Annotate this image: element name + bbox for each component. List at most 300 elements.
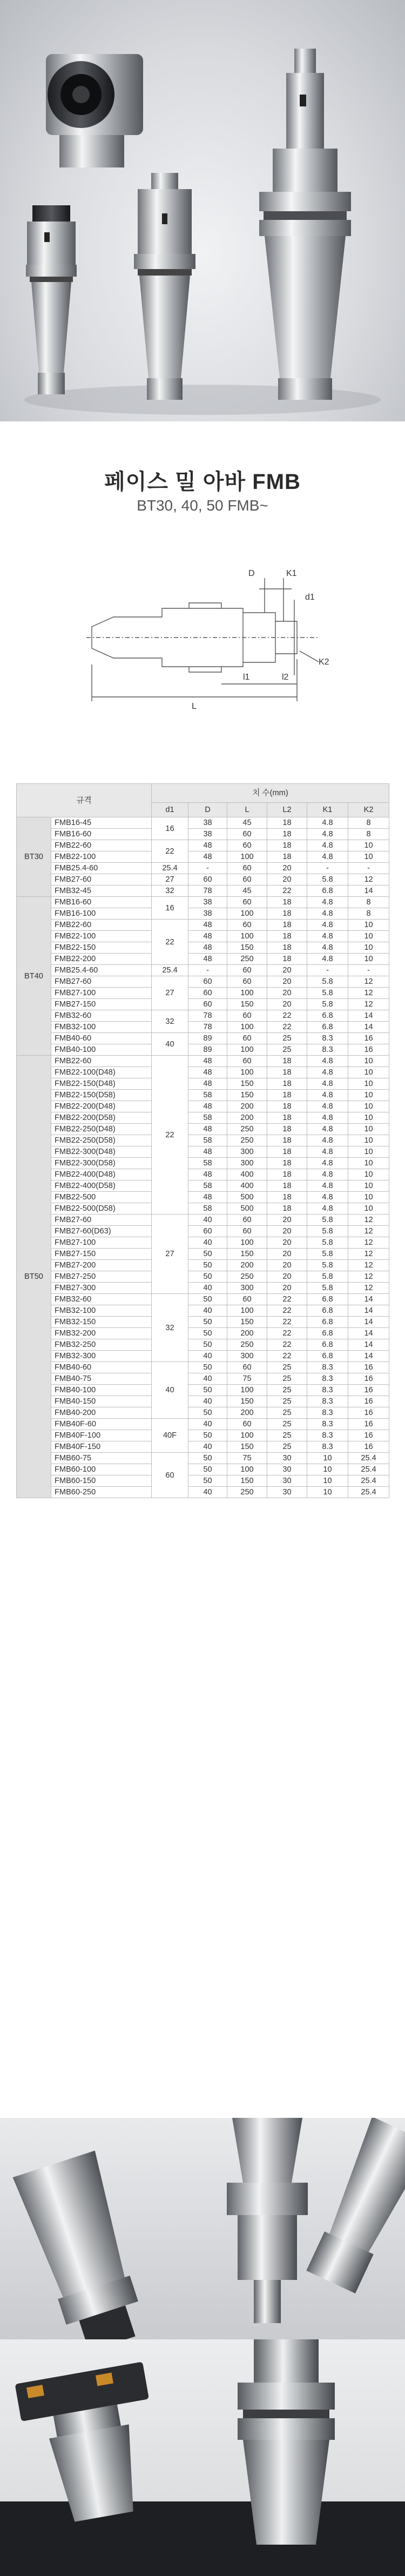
- K2-cell: 12: [348, 1226, 389, 1237]
- K2-cell: 14: [348, 1328, 389, 1339]
- L-cell: 100: [227, 1385, 267, 1396]
- K1-cell: 5.8: [307, 976, 348, 988]
- model-cell: FMB27-150: [51, 1249, 152, 1260]
- d1-cell: 27: [152, 976, 188, 1010]
- L2-cell: 20: [267, 1271, 307, 1283]
- L2-cell: 22: [267, 1294, 307, 1305]
- K1-cell: 8.3: [307, 1419, 348, 1430]
- L-cell: 60: [227, 965, 267, 976]
- model-cell: FMB22-200(D48): [51, 1101, 152, 1112]
- model-cell: FMB22-60: [51, 1056, 152, 1067]
- model-cell: FMB16-60: [51, 897, 152, 908]
- K2-cell: 10: [348, 1146, 389, 1158]
- K1-cell: 6.8: [307, 1022, 348, 1033]
- K2-cell: -: [348, 965, 389, 976]
- model-cell: FMB32-45: [51, 886, 152, 897]
- K2-cell: 12: [348, 1215, 389, 1226]
- L-cell: 60: [227, 829, 267, 840]
- K2-cell: 12: [348, 999, 389, 1010]
- L2-cell: 30: [267, 1487, 307, 1498]
- K1-cell: 4.8: [307, 817, 348, 829]
- model-cell: FMB32-100: [51, 1022, 152, 1033]
- L2-cell: 18: [267, 1067, 307, 1078]
- L2-cell: 20: [267, 976, 307, 988]
- K1-cell: 4.8: [307, 1203, 348, 1215]
- table-row: [17, 1453, 389, 1464]
- L2-cell: 25: [267, 1033, 307, 1044]
- K2-cell: 14: [348, 886, 389, 897]
- L-cell: 150: [227, 1249, 267, 1260]
- K2-cell: 10: [348, 931, 389, 942]
- model-cell: FMB27-150: [51, 999, 152, 1010]
- D-cell: 48: [188, 942, 227, 954]
- L-cell: 150: [227, 1441, 267, 1453]
- K1-cell: 4.8: [307, 1158, 348, 1169]
- L2-cell: 25: [267, 1441, 307, 1453]
- table-row: [17, 931, 389, 942]
- L-cell: 150: [227, 1090, 267, 1101]
- D-cell: 50: [188, 1339, 227, 1351]
- K1-cell: 4.8: [307, 942, 348, 954]
- D-cell: 58: [188, 1135, 227, 1146]
- K1-cell: 4.8: [307, 1124, 348, 1135]
- table-row: [17, 1078, 389, 1090]
- L-cell: 60: [227, 1294, 267, 1305]
- D-cell: 50: [188, 1317, 227, 1328]
- model-cell: FMB22-100(D48): [51, 1067, 152, 1078]
- model-cell: FMB27-60: [51, 976, 152, 988]
- col-d1: d1: [152, 803, 188, 817]
- K1-cell: 8.3: [307, 1441, 348, 1453]
- table-row: [17, 1419, 389, 1430]
- product-subtitle: BT30, 40, 50 FMB~: [137, 497, 268, 514]
- model-cell: FMB27-100: [51, 1237, 152, 1249]
- D-cell: 40: [188, 1441, 227, 1453]
- L2-cell: 22: [267, 886, 307, 897]
- L2-cell: 25: [267, 1385, 307, 1396]
- L-cell: 100: [227, 851, 267, 863]
- K1-cell: 5.8: [307, 1283, 348, 1294]
- L-cell: 300: [227, 1146, 267, 1158]
- model-cell: FMB40-100: [51, 1044, 152, 1056]
- D-cell: 38: [188, 817, 227, 829]
- K2-cell: 8: [348, 829, 389, 840]
- table-row: [17, 908, 389, 920]
- model-cell: FMB22-300(D48): [51, 1146, 152, 1158]
- table-row: [17, 920, 389, 931]
- L2-cell: 18: [267, 840, 307, 851]
- L-cell: 60: [227, 1010, 267, 1022]
- D-cell: 50: [188, 1385, 227, 1396]
- L2-cell: 18: [267, 1112, 307, 1124]
- model-cell: FMB27-60(D63): [51, 1226, 152, 1237]
- D-cell: 48: [188, 1169, 227, 1180]
- header-dimensions: 치 수(mm): [152, 784, 389, 803]
- K1-cell: 4.8: [307, 920, 348, 931]
- table-row: [17, 954, 389, 965]
- L-cell: 60: [227, 1226, 267, 1237]
- L-cell: 60: [227, 1362, 267, 1373]
- K2-cell: 10: [348, 1078, 389, 1090]
- L2-cell: 18: [267, 1146, 307, 1158]
- K1-cell: 10: [307, 1464, 348, 1475]
- K2-cell: 14: [348, 1022, 389, 1033]
- D-cell: 48: [188, 851, 227, 863]
- K1-cell: 4.8: [307, 1101, 348, 1112]
- D-cell: 40: [188, 1373, 227, 1385]
- table-row: [17, 1487, 389, 1498]
- model-cell: FMB25.4-60: [51, 965, 152, 976]
- K2-cell: 10: [348, 1135, 389, 1146]
- K2-cell: 10: [348, 851, 389, 863]
- table-row: [17, 1351, 389, 1362]
- L2-cell: 18: [267, 1180, 307, 1192]
- table-row: [17, 1271, 389, 1283]
- table-row: [17, 1237, 389, 1249]
- table-row: [17, 1022, 389, 1033]
- D-cell: 48: [188, 1146, 227, 1158]
- model-cell: FMB32-60: [51, 1294, 152, 1305]
- table-row: [17, 1090, 389, 1101]
- table-row: [17, 840, 389, 851]
- L-cell: 100: [227, 1067, 267, 1078]
- L2-cell: 18: [267, 829, 307, 840]
- model-cell: FMB40-60: [51, 1033, 152, 1044]
- col-K2: K2: [348, 803, 389, 817]
- col-D: D: [188, 803, 227, 817]
- K2-cell: 10: [348, 942, 389, 954]
- spec-table-section: [16, 783, 389, 1498]
- model-cell: FMB32-200: [51, 1328, 152, 1339]
- D-cell: 40: [188, 1305, 227, 1317]
- K1-cell: 5.8: [307, 999, 348, 1010]
- d1-cell: 32: [152, 1294, 188, 1362]
- D-cell: 40: [188, 1283, 227, 1294]
- model-cell: FMB22-100: [51, 851, 152, 863]
- model-cell: FMB22-60: [51, 840, 152, 851]
- table-row: [17, 851, 389, 863]
- d1-cell: 25.4: [152, 965, 188, 976]
- L2-cell: 22: [267, 1317, 307, 1328]
- K2-cell: 10: [348, 1203, 389, 1215]
- L-cell: 250: [227, 954, 267, 965]
- K1-cell: 5.8: [307, 1260, 348, 1271]
- D-cell: 50: [188, 1453, 227, 1464]
- D-cell: -: [188, 965, 227, 976]
- K2-cell: 10: [348, 1169, 389, 1180]
- model-cell: FMB22-150: [51, 942, 152, 954]
- model-cell: FMB22-400(D48): [51, 1169, 152, 1180]
- model-cell: FMB40-100: [51, 1385, 152, 1396]
- D-cell: 50: [188, 1430, 227, 1441]
- L2-cell: 18: [267, 1169, 307, 1180]
- D-cell: 40: [188, 1351, 227, 1362]
- L2-cell: 20: [267, 1260, 307, 1271]
- label-l1: l1: [243, 673, 250, 682]
- L2-cell: 25: [267, 1407, 307, 1419]
- L-cell: 60: [227, 1056, 267, 1067]
- D-cell: -: [188, 863, 227, 874]
- K1-cell: 5.8: [307, 874, 348, 886]
- model-cell: FMB40-200: [51, 1407, 152, 1419]
- K2-cell: 8: [348, 817, 389, 829]
- L2-cell: 18: [267, 1056, 307, 1067]
- K2-cell: 16: [348, 1044, 389, 1056]
- L-cell: 60: [227, 863, 267, 874]
- L2-cell: 18: [267, 954, 307, 965]
- D-cell: 58: [188, 1180, 227, 1192]
- L2-cell: 22: [267, 1010, 307, 1022]
- D-cell: 48: [188, 954, 227, 965]
- L2-cell: 18: [267, 1124, 307, 1135]
- table-row: [17, 1101, 389, 1112]
- table-row: [17, 1044, 389, 1056]
- d1-cell: 40F: [152, 1419, 188, 1453]
- L-cell: 45: [227, 886, 267, 897]
- K1-cell: 8.3: [307, 1385, 348, 1396]
- L-cell: 300: [227, 1351, 267, 1362]
- D-cell: 38: [188, 829, 227, 840]
- K2-cell: 16: [348, 1396, 389, 1407]
- K2-cell: 25.4: [348, 1487, 389, 1498]
- L2-cell: 22: [267, 1351, 307, 1362]
- L-cell: 150: [227, 1078, 267, 1090]
- table-row: [17, 1260, 389, 1271]
- D-cell: 40: [188, 1419, 227, 1430]
- K2-cell: 8: [348, 908, 389, 920]
- L-cell: 45: [227, 817, 267, 829]
- K1-cell: 8.3: [307, 1362, 348, 1373]
- d1-cell: 27: [152, 874, 188, 886]
- hero-product-photo: [0, 0, 405, 421]
- K2-cell: 12: [348, 874, 389, 886]
- L2-cell: 30: [267, 1453, 307, 1464]
- L2-cell: 25: [267, 1396, 307, 1407]
- model-cell: FMB22-150(D48): [51, 1078, 152, 1090]
- L2-cell: 25: [267, 1430, 307, 1441]
- table-row: [17, 1373, 389, 1385]
- model-cell: FMB60-150: [51, 1475, 152, 1487]
- K2-cell: 16: [348, 1033, 389, 1044]
- K2-cell: 16: [348, 1362, 389, 1373]
- L2-cell: 18: [267, 942, 307, 954]
- product-title: 페이스 밀 아바 FMB: [104, 470, 301, 494]
- table-row: [17, 886, 389, 897]
- table-row: [17, 1203, 389, 1215]
- L2-cell: 18: [267, 1101, 307, 1112]
- D-cell: 50: [188, 1260, 227, 1271]
- table-row: [17, 1283, 389, 1294]
- model-cell: FMB40F-100: [51, 1430, 152, 1441]
- model-cell: FMB22-60: [51, 920, 152, 931]
- K2-cell: 14: [348, 1294, 389, 1305]
- L-cell: 60: [227, 1215, 267, 1226]
- K2-cell: 25.4: [348, 1453, 389, 1464]
- table-row: [17, 1112, 389, 1124]
- K1-cell: 5.8: [307, 1237, 348, 1249]
- model-cell: FMB32-150: [51, 1317, 152, 1328]
- L-cell: 300: [227, 1283, 267, 1294]
- D-cell: 89: [188, 1044, 227, 1056]
- table-row: [17, 965, 389, 976]
- model-cell: FMB22-250(D58): [51, 1135, 152, 1146]
- D-cell: 48: [188, 1067, 227, 1078]
- L-cell: 100: [227, 1464, 267, 1475]
- L-cell: 100: [227, 1305, 267, 1317]
- K2-cell: 12: [348, 1271, 389, 1283]
- table-row: [17, 1158, 389, 1169]
- L2-cell: 20: [267, 999, 307, 1010]
- model-cell: FMB22-200: [51, 954, 152, 965]
- D-cell: 50: [188, 1464, 227, 1475]
- L2-cell: 18: [267, 908, 307, 920]
- K1-cell: 4.8: [307, 1056, 348, 1067]
- L-cell: 60: [227, 897, 267, 908]
- L-cell: 250: [227, 1124, 267, 1135]
- L-cell: 150: [227, 942, 267, 954]
- d1-cell: 16: [152, 817, 188, 840]
- model-cell: FMB60-75: [51, 1453, 152, 1464]
- K2-cell: 12: [348, 1260, 389, 1271]
- d1-cell: 16: [152, 897, 188, 920]
- L2-cell: 18: [267, 1135, 307, 1146]
- D-cell: 58: [188, 1158, 227, 1169]
- K2-cell: 14: [348, 1339, 389, 1351]
- L2-cell: 22: [267, 1339, 307, 1351]
- K2-cell: 10: [348, 1158, 389, 1169]
- K2-cell: 12: [348, 976, 389, 988]
- L-cell: 60: [227, 976, 267, 988]
- detail-photo-holders: [0, 2118, 405, 2339]
- D-cell: 38: [188, 908, 227, 920]
- dimension-drawing: [81, 556, 340, 719]
- label-l2: l2: [282, 673, 289, 682]
- K1-cell: 10: [307, 1475, 348, 1487]
- K1-cell: 5.8: [307, 1249, 348, 1260]
- K2-cell: 10: [348, 1101, 389, 1112]
- D-cell: 48: [188, 931, 227, 942]
- label-K1: K1: [286, 569, 297, 578]
- D-cell: 58: [188, 1090, 227, 1101]
- D-cell: 50: [188, 1407, 227, 1419]
- col-L2: L2: [267, 803, 307, 817]
- K1-cell: 8.3: [307, 1407, 348, 1419]
- K1-cell: 8.3: [307, 1033, 348, 1044]
- L2-cell: 20: [267, 874, 307, 886]
- L-cell: 75: [227, 1373, 267, 1385]
- table-row: [17, 863, 389, 874]
- K1-cell: 4.8: [307, 1078, 348, 1090]
- K2-cell: 16: [348, 1441, 389, 1453]
- K2-cell: 10: [348, 1056, 389, 1067]
- model-cell: FMB32-60: [51, 1010, 152, 1022]
- K1-cell: 4.8: [307, 908, 348, 920]
- K2-cell: 16: [348, 1407, 389, 1419]
- K1-cell: 5.8: [307, 1271, 348, 1283]
- table-row: [17, 1396, 389, 1407]
- K2-cell: 10: [348, 1192, 389, 1203]
- model-cell: FMB32-100: [51, 1305, 152, 1317]
- table-row: [17, 1226, 389, 1237]
- d1-cell: 27: [152, 1215, 188, 1294]
- model-cell: FMB27-60: [51, 1215, 152, 1226]
- table-row: [17, 1294, 389, 1305]
- K1-cell: 6.8: [307, 1294, 348, 1305]
- D-cell: 50: [188, 1249, 227, 1260]
- D-cell: 50: [188, 1362, 227, 1373]
- model-cell: FMB16-100: [51, 908, 152, 920]
- L-cell: 60: [227, 920, 267, 931]
- model-cell: FMB22-500(D58): [51, 1203, 152, 1215]
- K2-cell: 10: [348, 1124, 389, 1135]
- table-row: [17, 988, 389, 999]
- L2-cell: 22: [267, 1305, 307, 1317]
- table-row: [17, 1407, 389, 1419]
- col-L: L: [227, 803, 267, 817]
- small-holder: [26, 205, 77, 394]
- L-cell: 100: [227, 1237, 267, 1249]
- D-cell: 60: [188, 976, 227, 988]
- K2-cell: 14: [348, 1305, 389, 1317]
- D-cell: 58: [188, 1112, 227, 1124]
- series-label: BT30: [17, 817, 51, 897]
- L-cell: 300: [227, 1158, 267, 1169]
- table-row: [17, 1169, 389, 1180]
- K2-cell: 14: [348, 1010, 389, 1022]
- spec-table-body: [17, 817, 389, 1498]
- K1-cell: 4.8: [307, 1067, 348, 1078]
- holders-closeup-illustration: [0, 2118, 405, 2339]
- K1-cell: 4.8: [307, 954, 348, 965]
- L-cell: 200: [227, 1328, 267, 1339]
- model-cell: FMB22-250(D48): [51, 1124, 152, 1135]
- L-cell: 100: [227, 1044, 267, 1056]
- D-cell: 50: [188, 1475, 227, 1487]
- D-cell: 40: [188, 1237, 227, 1249]
- K2-cell: 16: [348, 1430, 389, 1441]
- L-cell: 75: [227, 1453, 267, 1464]
- model-cell: FMB60-250: [51, 1487, 152, 1498]
- K2-cell: -: [348, 863, 389, 874]
- L2-cell: 22: [267, 1328, 307, 1339]
- D-cell: 60: [188, 999, 227, 1010]
- K2-cell: 10: [348, 1112, 389, 1124]
- L-cell: 60: [227, 1419, 267, 1430]
- K1-cell: 4.8: [307, 829, 348, 840]
- detail-photo-facemill: [0, 2339, 405, 2576]
- L2-cell: 25: [267, 1362, 307, 1373]
- D-cell: 48: [188, 1101, 227, 1112]
- K1-cell: 5.8: [307, 988, 348, 999]
- chuck-closeup: [46, 54, 143, 167]
- L2-cell: 20: [267, 1283, 307, 1294]
- d1-cell: 22: [152, 840, 188, 863]
- D-cell: 48: [188, 920, 227, 931]
- table-row: [17, 1317, 389, 1328]
- d1-cell: 25.4: [152, 863, 188, 874]
- L-cell: 250: [227, 1339, 267, 1351]
- K2-cell: 10: [348, 840, 389, 851]
- model-cell: FMB22-100: [51, 931, 152, 942]
- L-cell: 100: [227, 1022, 267, 1033]
- d1-cell: 32: [152, 886, 188, 897]
- table-row: [17, 1067, 389, 1078]
- d1-cell: 40: [152, 1033, 188, 1056]
- K2-cell: 12: [348, 1237, 389, 1249]
- K1-cell: 6.8: [307, 1010, 348, 1022]
- K1-cell: 10: [307, 1487, 348, 1498]
- L-cell: 150: [227, 1396, 267, 1407]
